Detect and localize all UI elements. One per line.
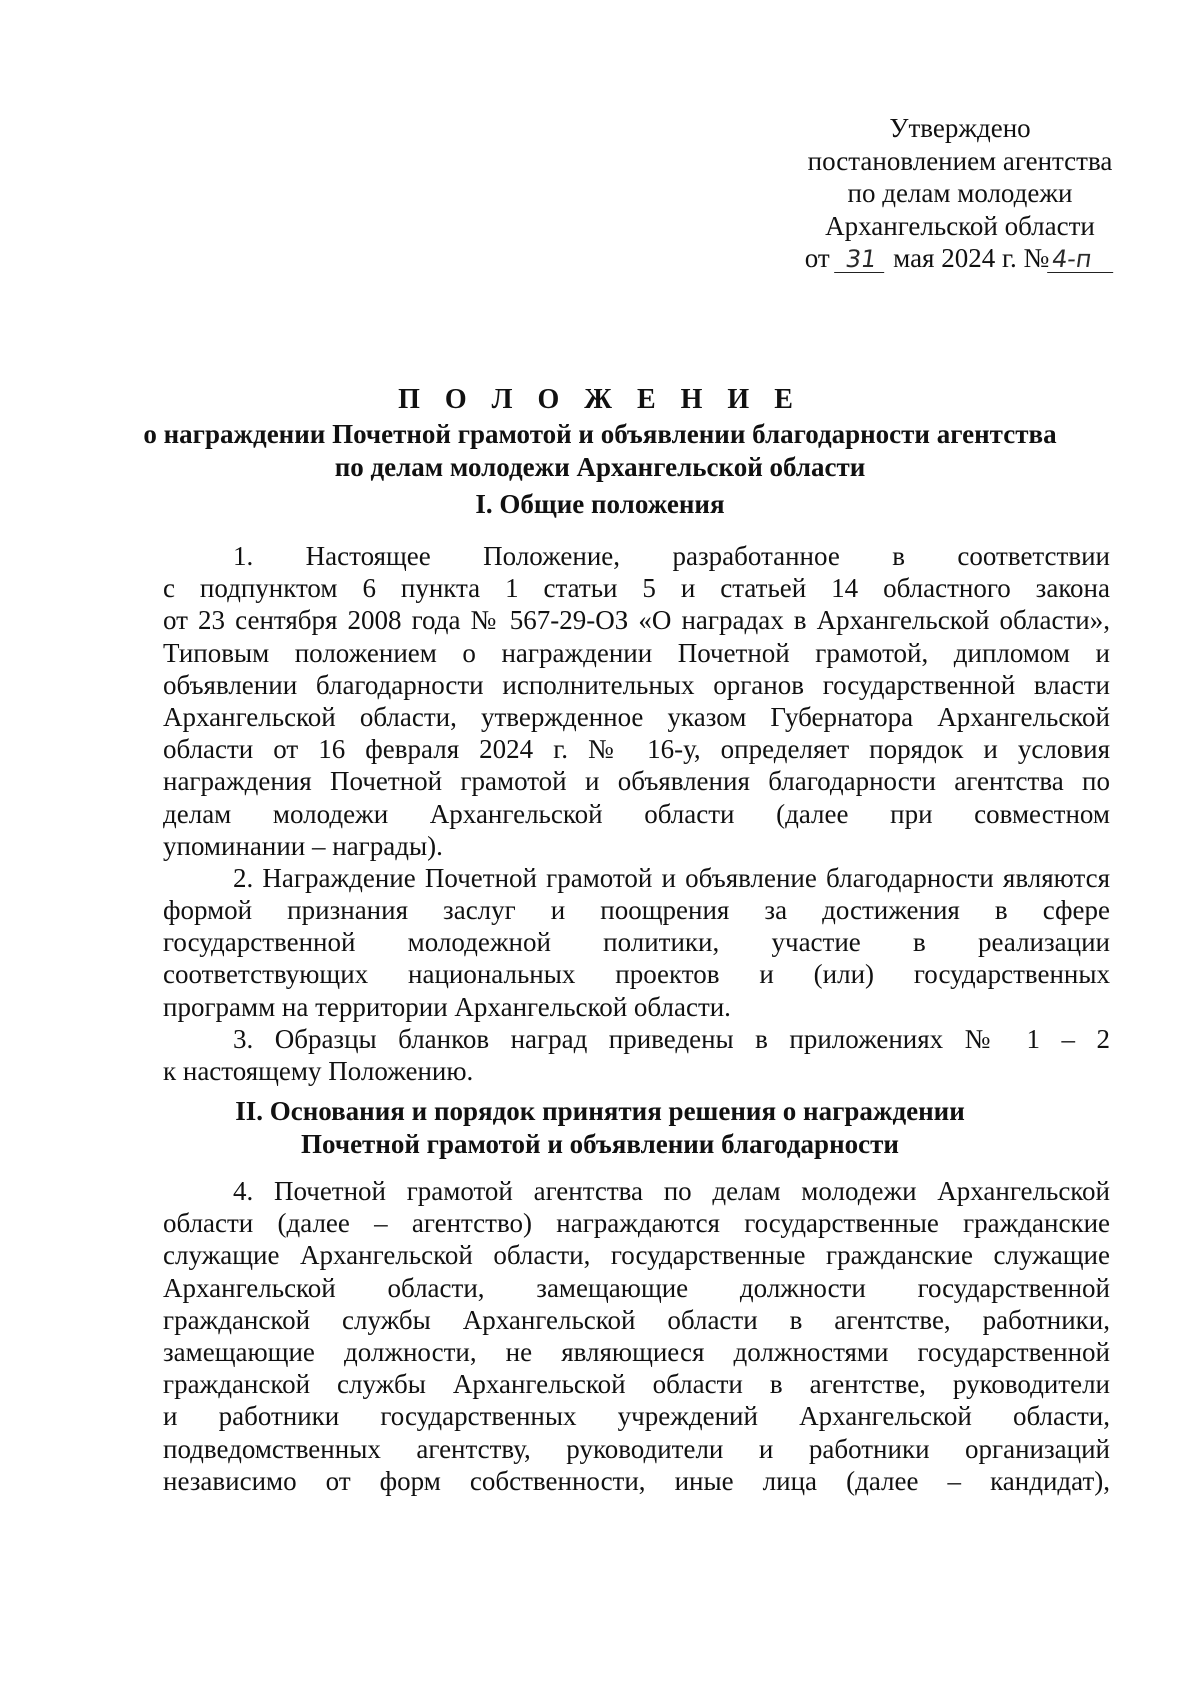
paragraph-line: 1. Настоящее Положение, разработанное в соответствии (233, 541, 1110, 571)
paragraph-line: подведомственных агентству, руководители и работники организаций (163, 1433, 1110, 1464)
paragraph-line: области (далее – агентство) награждаются государственные гражданские (163, 1208, 1110, 1239)
paragraph-line: Типовым положением о награждении Почетной грамотой, дипломом и (163, 637, 1110, 668)
approval-block (760, 112, 1160, 275)
approval-date-line (760, 242, 1160, 275)
paragraph-line: области от 16 февраля 2024 г. № 16-у, определяет порядок и условия (163, 734, 1110, 765)
document-title: П О Л О Ж Е Н И Е (398, 384, 802, 415)
paragraph-line: к настоящему Положению. (163, 1056, 474, 1086)
paragraph-line: упоминании – награды). (163, 830, 443, 861)
section-2-body (163, 1175, 1110, 1497)
paragraph-line: гражданской службы Архангельской области в агентстве, работники, (163, 1304, 1110, 1335)
approval-number: 4-п (1047, 246, 1117, 273)
section-2-heading (100, 1095, 1100, 1160)
paragraph-line: служащие Архангельской области, государственные гражданские служащие (163, 1240, 1110, 1271)
section-2-heading-line-2: Почетной грамотой и объявлении благодарности (301, 1128, 899, 1159)
paragraph-line: 2. Награждение Почетной грамотой и объявление благодарности являются (233, 862, 1110, 893)
paragraph-line: от 23 сентября 2008 года № 567-29-ОЗ «О наградах в Архангельской области», (163, 605, 1110, 636)
section-1-body (163, 540, 1110, 1087)
approval-line-1: Утверждено (889, 113, 1031, 143)
approval-date-day: 31 (835, 246, 889, 273)
section-1-heading (100, 488, 1100, 521)
document-subtitle-line-2: по делам молодежи Архангельской области (334, 451, 866, 482)
paragraph-line: формой признания заслуг и поощрения за достижения в сфере (163, 895, 1110, 926)
paragraph-4 (163, 1175, 1110, 1497)
paragraph-line: делам молодежи Архангельской области (далее при совместном (163, 798, 1110, 829)
document-subtitle (100, 418, 1100, 483)
paragraph-line: независимо от форм собственности, иные лица (далее – кандидат), (163, 1465, 1110, 1496)
paragraph-1 (163, 540, 1110, 862)
paragraph-3 (163, 1023, 1110, 1087)
paragraph-line: и работники государственных учреждений Архангельской области, (163, 1401, 1110, 1432)
paragraph-line: с подпунктом 6 пункта 1 статьи 5 и статьей 14 областного закона (163, 573, 1110, 604)
approval-line-3: по делам молодежи (847, 178, 1073, 208)
section-1-heading-text: I. Общие положения (475, 489, 725, 519)
paragraph-2 (163, 862, 1110, 1023)
approval-line-4: Архангельской области (825, 210, 1095, 241)
paragraph-line: программ на территории Архангельской области. (163, 991, 731, 1022)
paragraph-line: Архангельской области, замещающие должности государственной (163, 1272, 1110, 1303)
approval-line-2: постановлением агентства (807, 145, 1113, 176)
section-2-heading-line-1: II. Основания и порядок принятия решения о награждении (235, 1096, 965, 1126)
paragraph-line: гражданской службы Архангельской области в агентстве, руководители (163, 1369, 1110, 1400)
paragraph-line: 3. Образцы бланков наград приведены в приложениях № 1 – 2 (233, 1023, 1110, 1054)
approval-date-month-year: мая 2024 г. № (893, 243, 1050, 273)
paragraph-line: награждения Почетной грамотой и объявления благодарности агентства по (163, 766, 1110, 797)
document-subtitle-line-1: о награждении Почетной грамотой и объявлении благодарности агентства (143, 419, 1057, 449)
paragraph-line: 4. Почетной грамотой агентства по делам молодежи Архангельской (233, 1176, 1110, 1206)
paragraph-line: Архангельской области, утвержденное указом Губернатора Архангельской (163, 701, 1110, 732)
paragraph-line: соответствующих национальных проектов и (или) государственных (163, 959, 1110, 990)
paragraph-line: замещающие должности, не являющиеся должностями государственной (163, 1336, 1110, 1367)
approval-date-prefix: от (804, 243, 830, 273)
paragraph-line: объявлении благодарности исполнительных органов государственной власти (163, 669, 1110, 700)
paragraph-line: государственной молодежной политики, участие в реализации (163, 927, 1110, 958)
